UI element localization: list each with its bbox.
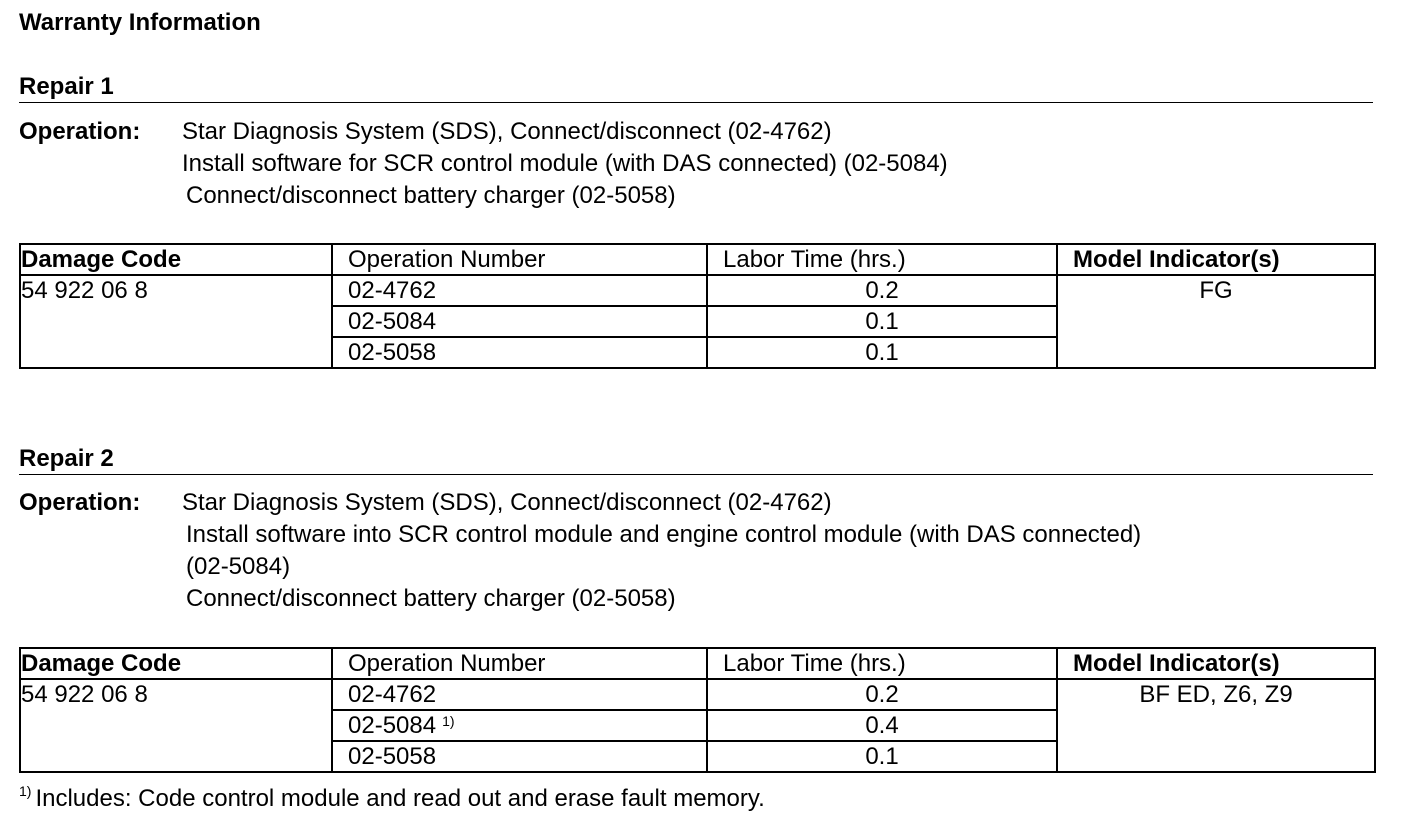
header-damage-code: Damage Code — [20, 648, 332, 679]
operation-number-cell — [332, 741, 707, 772]
header-operation-number: Operation Number — [332, 648, 707, 679]
repair1-divider — [19, 102, 1373, 103]
footnote-marker: 1) — [19, 783, 32, 799]
table-header-row — [20, 648, 1375, 679]
operation-number-text: 02-5058 — [348, 743, 437, 770]
repair1-heading: Repair 1 — [19, 73, 114, 100]
header-labor-time: Labor Time (hrs.) — [707, 244, 1057, 275]
labor-time-cell: 0.4 — [707, 710, 1057, 741]
damage-code-cell: 54 922 06 8 — [20, 679, 332, 772]
labor-time-cell: 0.1 — [707, 337, 1057, 368]
labor-time-cell: 0.1 — [707, 741, 1057, 772]
repair2-table — [19, 647, 1376, 773]
operation-number-cell: 02-4762 — [332, 275, 707, 306]
repair1-table — [19, 243, 1376, 369]
repair2-operation-label: Operation: — [19, 489, 141, 516]
damage-code-cell: 54 922 06 8 — [20, 275, 332, 368]
repair2-operation-line: (02-5084) — [186, 553, 291, 580]
footnote — [19, 785, 765, 813]
repair1-operation-line: Star Diagnosis System (SDS), Connect/disconnect (02-4762) — [182, 118, 832, 145]
operation-number-text: 02-4762 — [348, 681, 437, 708]
table-row — [20, 679, 1375, 710]
header-model-indicators: Model Indicator(s) — [1057, 244, 1375, 275]
labor-time-cell: 0.2 — [707, 275, 1057, 306]
footnote-text: Includes: Code control module and read out and erase fault memory. — [35, 785, 765, 812]
header-labor-time: Labor Time (hrs.) — [707, 648, 1057, 679]
table-header-row — [20, 244, 1375, 275]
footnote-marker: 1) — [442, 713, 455, 729]
repair1-operation-line: Install software for SCR control module (with DAS connected) (02-5084) — [182, 150, 948, 177]
model-indicators-cell: FG — [1057, 275, 1375, 368]
header-damage-code: Damage Code — [20, 244, 332, 275]
operation-number-cell — [332, 710, 707, 741]
repair2-operation-line: Star Diagnosis System (SDS), Connect/disconnect (02-4762) — [182, 489, 832, 516]
repair2-operation-line: Install software into SCR control module and engine control module (with DAS connected) — [186, 521, 1142, 548]
repair2-heading: Repair 2 — [19, 445, 114, 472]
labor-time-cell: 0.1 — [707, 306, 1057, 337]
model-indicators-cell: BF ED, Z6, Z9 — [1057, 679, 1375, 772]
labor-time-cell: 0.2 — [707, 679, 1057, 710]
page-title: Warranty Information — [19, 9, 261, 36]
header-operation-number: Operation Number — [332, 244, 707, 275]
repair2-divider — [19, 474, 1373, 475]
repair1-operation-line: Connect/disconnect battery charger (02-5058) — [186, 182, 676, 209]
operation-number-text: 02-5084 — [348, 712, 437, 739]
operation-number-cell — [332, 679, 707, 710]
operation-number-cell: 02-5058 — [332, 337, 707, 368]
repair1-operation-label: Operation: — [19, 118, 141, 145]
table-row — [20, 275, 1375, 306]
repair2-operation-line: Connect/disconnect battery charger (02-5058) — [186, 585, 676, 612]
operation-number-cell: 02-5084 — [332, 306, 707, 337]
header-model-indicators: Model Indicator(s) — [1057, 648, 1375, 679]
